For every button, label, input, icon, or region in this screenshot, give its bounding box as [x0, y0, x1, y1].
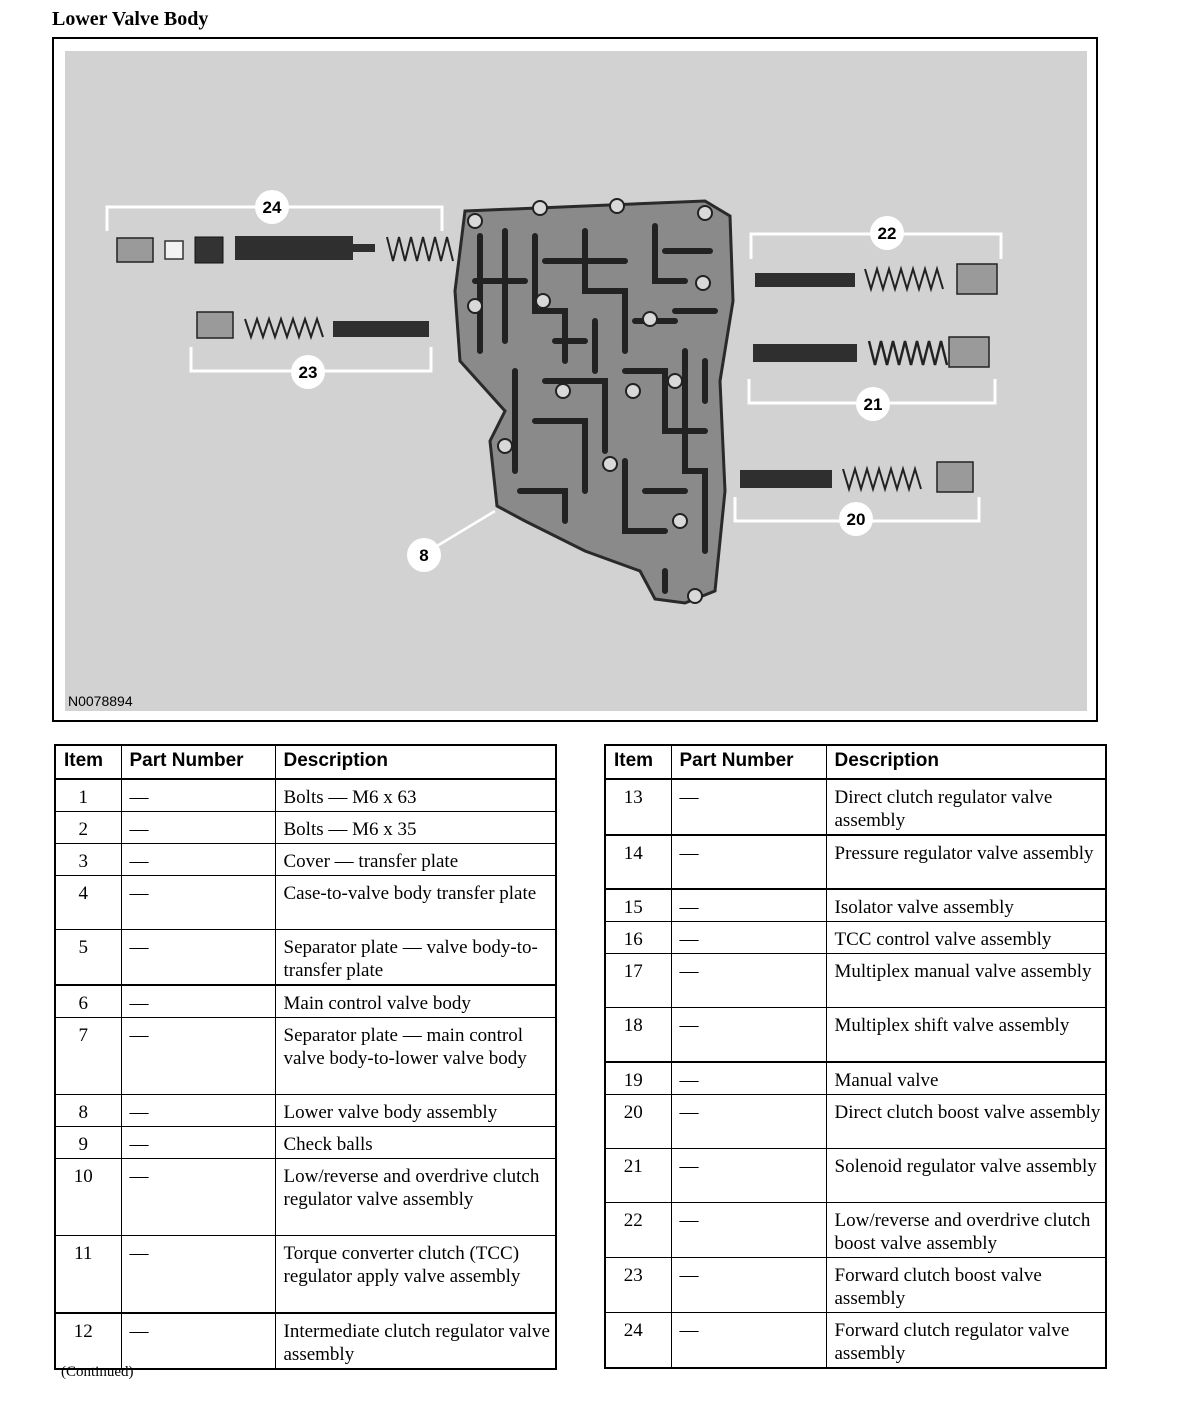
part-number-cell: — [121, 1159, 275, 1236]
table-row [605, 1202, 1106, 1257]
description-cell: Separator plate — valve body-to-transfer plate [275, 930, 556, 986]
table-row [605, 954, 1106, 1008]
part-number-cell: — [671, 1202, 826, 1257]
table-row [55, 985, 556, 1018]
item-cell: 14 [605, 835, 671, 889]
item-cell: 3 [55, 844, 121, 876]
callout-8-leader [437, 511, 495, 546]
description-cell: Torque converter clutch (TCC) regulator apply valve assembly [275, 1236, 556, 1313]
description-cell: Bolts — M6 x 63 [275, 779, 556, 812]
item-cell: 23 [605, 1257, 671, 1312]
svg-text:21: 21 [863, 395, 883, 414]
item-cell: 16 [605, 922, 671, 954]
table-row [605, 1094, 1106, 1148]
item-cell: 18 [605, 1008, 671, 1062]
part-number-cell: — [121, 779, 275, 812]
item-cell: 12 [55, 1313, 121, 1369]
description-cell: Check balls [275, 1127, 556, 1159]
table-row [605, 1008, 1106, 1062]
parts-table-left [54, 744, 557, 1370]
table-row [55, 812, 556, 844]
part-number-cell: — [671, 1312, 826, 1368]
svg-text:8: 8 [419, 546, 429, 565]
table-header-row [605, 745, 1106, 779]
item-cell: 13 [605, 779, 671, 835]
description-cell: Multiplex shift valve assembly [826, 1008, 1106, 1062]
table-row [55, 1127, 556, 1159]
item-cell: 7 [55, 1018, 121, 1095]
callout-23 [291, 355, 325, 389]
item-cell: 17 [605, 954, 671, 1008]
part-number-cell: — [671, 1257, 826, 1312]
description-cell: Multiplex manual valve assembly [826, 954, 1106, 1008]
description-cell: Separator plate — main control valve body-to-lower valve body [275, 1018, 556, 1095]
item-cell: 2 [55, 812, 121, 844]
header-part-number: Part Number [671, 745, 826, 779]
part-number-cell: — [671, 835, 826, 889]
item-cell: 19 [605, 1062, 671, 1095]
item-cell: 8 [55, 1095, 121, 1127]
callout-20 [839, 502, 873, 536]
lower-valve-body-casting [455, 199, 733, 603]
description-cell: Lower valve body assembly [275, 1095, 556, 1127]
callout-8 [407, 538, 441, 572]
description-cell: Main control valve body [275, 985, 556, 1018]
table-row [55, 1018, 556, 1095]
part-number-cell: — [121, 812, 275, 844]
description-cell: Isolator valve assembly [826, 889, 1106, 922]
part-number-cell: — [671, 1148, 826, 1202]
description-cell: Direct clutch boost valve assembly [826, 1094, 1106, 1148]
description-cell: Solenoid regulator valve assembly [826, 1148, 1106, 1202]
part-number-cell: — [671, 1062, 826, 1095]
description-cell: Manual valve [826, 1062, 1106, 1095]
table-row [55, 1095, 556, 1127]
table-row [605, 1312, 1106, 1368]
part-number-cell: — [121, 1127, 275, 1159]
item-cell: 11 [55, 1236, 121, 1313]
description-cell: Intermediate clutch regulator valve assembly [275, 1313, 556, 1369]
item-cell: 15 [605, 889, 671, 922]
table-row [605, 1148, 1106, 1202]
table-header-row [55, 745, 556, 779]
callout-24 [255, 190, 289, 224]
table-row [605, 835, 1106, 889]
table-row [55, 1159, 556, 1236]
description-cell: Low/reverse and overdrive clutch regulator valve assembly [275, 1159, 556, 1236]
item-cell: 21 [605, 1148, 671, 1202]
table-row [55, 779, 556, 812]
table-row [55, 930, 556, 986]
part-number-cell: — [121, 876, 275, 930]
parts-table-right [604, 744, 1107, 1369]
valve-body-illustration [65, 51, 1087, 711]
figure-id: N0078894 [68, 693, 133, 709]
description-cell: TCC control valve assembly [826, 922, 1106, 954]
part-number-cell: — [121, 1095, 275, 1127]
item-cell: 9 [55, 1127, 121, 1159]
part-number-cell: — [121, 1018, 275, 1095]
callout-21 [856, 387, 890, 421]
part-number-cell: — [671, 889, 826, 922]
item-cell: 22 [605, 1202, 671, 1257]
description-cell: Forward clutch boost valve assembly [826, 1257, 1106, 1312]
item-cell: 20 [605, 1094, 671, 1148]
description-cell: Forward clutch regulator valve assembly [826, 1312, 1106, 1368]
figure-background [65, 51, 1087, 711]
part-number-cell: — [121, 1236, 275, 1313]
part-number-cell: — [121, 930, 275, 986]
table-row [605, 1062, 1106, 1095]
item-cell: 5 [55, 930, 121, 986]
description-cell: Pressure regulator valve assembly [826, 835, 1106, 889]
table-row [605, 922, 1106, 954]
part-number-cell: — [121, 844, 275, 876]
item-cell: 4 [55, 876, 121, 930]
item-cell: 1 [55, 779, 121, 812]
part-number-cell: — [671, 1008, 826, 1062]
part-number-cell: — [671, 779, 826, 835]
item-cell: 24 [605, 1312, 671, 1368]
part-number-cell: — [671, 1094, 826, 1148]
table-row [605, 889, 1106, 922]
table-row [55, 844, 556, 876]
svg-text:20: 20 [846, 510, 866, 529]
continued-note: (Continued) [61, 1364, 134, 1380]
header-description: Description [275, 745, 556, 779]
figure-frame [52, 37, 1098, 722]
svg-text:22: 22 [877, 224, 897, 243]
callout-22 [870, 216, 904, 250]
part-number-cell: — [671, 922, 826, 954]
part-number-cell: — [121, 985, 275, 1018]
header-part-number: Part Number [121, 745, 275, 779]
table-row [605, 1257, 1106, 1312]
table-row [55, 1313, 556, 1369]
table-row [55, 876, 556, 930]
description-cell: Cover — transfer plate [275, 844, 556, 876]
description-cell: Low/reverse and overdrive clutch boost valve assembly [826, 1202, 1106, 1257]
page-title: Lower Valve Body [52, 8, 209, 30]
header-item: Item [605, 745, 671, 779]
item-cell: 6 [55, 985, 121, 1018]
description-cell: Case-to-valve body transfer plate [275, 876, 556, 930]
svg-text:23: 23 [298, 363, 318, 382]
part-number-cell: — [671, 954, 826, 1008]
description-cell: Direct clutch regulator valve assembly [826, 779, 1106, 835]
item-cell: 10 [55, 1159, 121, 1236]
table-row [55, 1236, 556, 1313]
header-item: Item [55, 745, 121, 779]
table-row [605, 779, 1106, 835]
header-description: Description [826, 745, 1106, 779]
svg-text:24: 24 [262, 198, 282, 217]
description-cell: Bolts — M6 x 35 [275, 812, 556, 844]
part-number-cell: — [121, 1313, 275, 1369]
